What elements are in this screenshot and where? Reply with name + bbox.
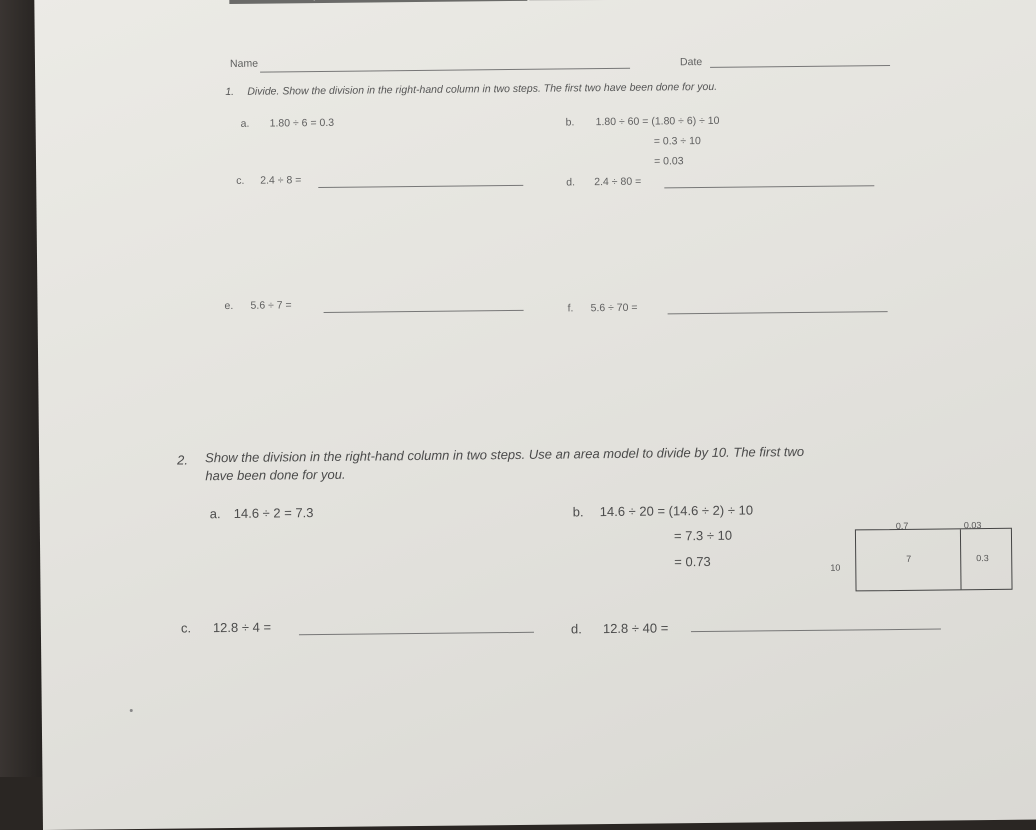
area-model-divider — [960, 529, 962, 589]
problem1-b-line3: = 0.03 — [653, 155, 684, 168]
name-line[interactable] — [260, 68, 630, 73]
problem1-e-answer-line[interactable] — [324, 310, 524, 313]
problem2-instruction-line1: Show the division in the right-hand column in two steps. Use an area model to divide by 10. The first two — [205, 443, 805, 466]
paper-speck — [130, 709, 133, 712]
problem1-f-label: f. — [567, 302, 574, 315]
problem1-a-expr: 1.80 ÷ 6 = 0.3 — [269, 116, 335, 130]
problem1-d-answer-line[interactable] — [664, 185, 874, 188]
problem2-d-expr: 12.8 ÷ 40 = — [602, 620, 669, 637]
problem2-b-line3: = 0.73 — [674, 553, 711, 570]
problem1-a-label: a. — [240, 117, 250, 130]
problem1-b-line1: 1.80 ÷ 60 = (1.80 ÷ 6) ÷ 10 — [595, 114, 720, 129]
problem1-c-expr: 2.4 ÷ 8 = — [260, 174, 302, 187]
problem1-f-expr: 5.6 ÷ 70 = — [590, 301, 638, 315]
problem1-e-expr: 5.6 ÷ 7 = — [250, 299, 292, 312]
problem2-instruction-line2: have been done for you. — [205, 466, 346, 484]
header-lesson — [529, 0, 949, 1]
problem2-number: 2. — [177, 452, 189, 468]
problem2-d-answer-line[interactable] — [691, 629, 941, 633]
problem1-b-line2: = 0.3 ÷ 10 — [653, 135, 701, 148]
problem1-f-answer-line[interactable] — [668, 311, 888, 314]
area-model-side-label: 10 — [830, 562, 841, 573]
area-model-top-right: 0.03 — [963, 520, 982, 531]
problem2-a-expr: 14.6 ÷ 2 = 7.3 — [233, 505, 314, 521]
problem2-c-expr: 12.8 ÷ 4 = — [212, 619, 272, 636]
problem2-d-label: d. — [570, 621, 582, 637]
problem2-b-line1: 14.6 ÷ 20 = (14.6 ÷ 2) ÷ 10 — [599, 502, 754, 520]
problem2-c-label: c. — [180, 620, 192, 636]
name-label: Name — [229, 57, 259, 70]
area-model — [855, 528, 1013, 592]
worksheet-page — [34, 0, 1036, 830]
problem2-b-label: b. — [572, 504, 584, 520]
area-model-cell-left: 7 — [906, 553, 912, 564]
problem1-d-label: d. — [566, 176, 576, 189]
problem2-b-line2: = 7.3 ÷ 10 — [673, 527, 733, 544]
problem1-b-label: b. — [565, 116, 575, 129]
date-label: Date — [679, 56, 703, 69]
problem1-c-label: c. — [236, 174, 245, 187]
problem1-number: 1. — [225, 85, 235, 99]
date-line[interactable] — [710, 65, 890, 68]
problem1-e-label: e. — [224, 299, 234, 313]
problem1-c-answer-line[interactable] — [318, 185, 523, 188]
problem1-instruction: Divide. Show the division in the right-hand column in two steps. The first two have been done for you. — [247, 80, 718, 98]
problem2-c-answer-line[interactable] — [299, 632, 534, 635]
header-banner — [229, 0, 527, 4]
problem2-a-label: a. — [209, 506, 221, 522]
problem1-d-expr: 2.4 ÷ 80 = — [594, 175, 642, 189]
area-model-cell-right: 0.3 — [976, 553, 989, 564]
area-model-top-left: 0.7 — [895, 520, 909, 532]
